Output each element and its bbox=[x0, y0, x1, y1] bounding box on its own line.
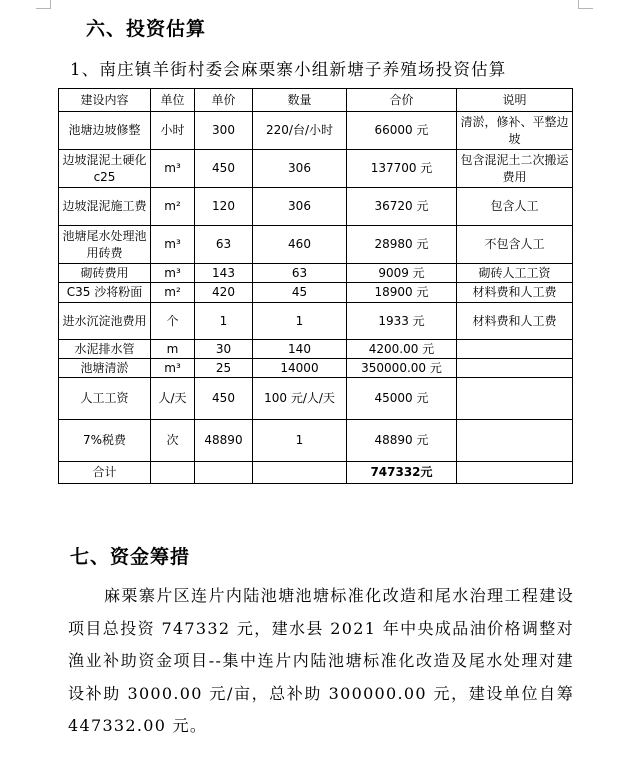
investment-estimate-table bbox=[58, 88, 573, 484]
cell-unit-price: 63 bbox=[195, 226, 253, 264]
cell-unit-price: 300 bbox=[195, 112, 253, 150]
cell-unit: 人/天 bbox=[151, 378, 195, 420]
cell-note bbox=[457, 340, 573, 359]
cell-unit-price: 143 bbox=[195, 264, 253, 283]
cell-amount: 18900 元 bbox=[347, 283, 457, 303]
cell-quantity: 140 bbox=[253, 340, 347, 359]
cell-unit: m² bbox=[151, 283, 195, 303]
cell-quantity: 1 bbox=[253, 420, 347, 462]
header-cell-unit-price: 单价 bbox=[195, 89, 253, 112]
total-value: 747332元 bbox=[347, 462, 457, 484]
cell-note: 清淤，修补、平整边坡 bbox=[457, 112, 573, 150]
cell-content: 7%税费 bbox=[59, 420, 151, 462]
cell-amount: 350000.00 元 bbox=[347, 359, 457, 378]
cell-content: 池塘清淤 bbox=[59, 359, 151, 378]
cell-note bbox=[457, 359, 573, 378]
cell-unit-price: 450 bbox=[195, 150, 253, 188]
cell-unit-price: 1 bbox=[195, 303, 253, 340]
cell-amount: 45000 元 bbox=[347, 378, 457, 420]
total-empty-cell bbox=[457, 462, 573, 484]
section-7-heading: 七、资金筹措 bbox=[70, 546, 191, 568]
header-cell-unit: 单位 bbox=[151, 89, 195, 112]
cell-unit: m bbox=[151, 340, 195, 359]
cell-unit: 小时 bbox=[151, 112, 195, 150]
table-row bbox=[59, 303, 573, 340]
cell-amount: 28980 元 bbox=[347, 226, 457, 264]
cell-quantity: 220/台/小时 bbox=[253, 112, 347, 150]
cell-unit-price: 48890 bbox=[195, 420, 253, 462]
cell-content: C35 沙将粉面 bbox=[59, 283, 151, 303]
cell-unit-price: 120 bbox=[195, 188, 253, 226]
cell-unit: m² bbox=[151, 188, 195, 226]
table-row bbox=[59, 359, 573, 378]
cell-amount: 48890 元 bbox=[347, 420, 457, 462]
cell-note: 材料费和人工费 bbox=[457, 283, 573, 303]
header-cell-quantity: 数量 bbox=[253, 89, 347, 112]
cell-unit-price: 420 bbox=[195, 283, 253, 303]
cell-amount: 1933 元 bbox=[347, 303, 457, 340]
total-empty-cell bbox=[253, 462, 347, 484]
cell-amount: 36720 元 bbox=[347, 188, 457, 226]
cell-note bbox=[457, 420, 573, 462]
section-6-heading: 六、投资估算 bbox=[86, 18, 207, 40]
subsection-heading: 1、南庄镇羊街村委会麻栗寨小组新塘子养殖场投资估算 bbox=[70, 60, 507, 79]
total-empty-cell bbox=[195, 462, 253, 484]
cell-unit-price: 25 bbox=[195, 359, 253, 378]
cell-unit: 个 bbox=[151, 303, 195, 340]
funding-paragraph: 麻栗寨片区连片内陆池塘池塘标准化改造和尾水治理工程建设项目总投资 747332 元，建水县 2021 年中央成品油价格调整对渔业补助资金项目--集中连片内陆池塘标准化改造及尾水处理对建设补助 3000.00 元/亩，总补助 300000.00 元，建设单位自筹 447332.00 元。 bbox=[68, 586, 574, 735]
table-header-row bbox=[59, 89, 573, 112]
cell-note: 砌砖人工工资 bbox=[457, 264, 573, 283]
cell-amount: 137700 元 bbox=[347, 150, 457, 188]
cell-note: 包含混泥土二次搬运费用 bbox=[457, 150, 573, 188]
cell-content: 人工工资 bbox=[59, 378, 151, 420]
table-row bbox=[59, 112, 573, 150]
header-cell-note: 说明 bbox=[457, 89, 573, 112]
table-row bbox=[59, 264, 573, 283]
table-row bbox=[59, 188, 573, 226]
total-label: 合计 bbox=[59, 462, 151, 484]
cell-amount: 66000 元 bbox=[347, 112, 457, 150]
table-total-row bbox=[59, 462, 573, 484]
table-row bbox=[59, 420, 573, 462]
cell-quantity: 14000 bbox=[253, 359, 347, 378]
table-row bbox=[59, 283, 573, 303]
header-cell-amount: 合价 bbox=[347, 89, 457, 112]
cell-unit-price: 30 bbox=[195, 340, 253, 359]
cell-content: 池塘边坡修整 bbox=[59, 112, 151, 150]
header-margin-mark-right bbox=[578, 0, 593, 9]
cell-quantity: 460 bbox=[253, 226, 347, 264]
cell-content: 进水沉淀池费用 bbox=[59, 303, 151, 340]
cell-note: 不包含人工 bbox=[457, 226, 573, 264]
cell-unit: m³ bbox=[151, 226, 195, 264]
cell-note: 包含人工 bbox=[457, 188, 573, 226]
cell-amount: 4200.00 元 bbox=[347, 340, 457, 359]
cell-amount: 9009 元 bbox=[347, 264, 457, 283]
cell-note bbox=[457, 378, 573, 420]
cell-quantity: 306 bbox=[253, 150, 347, 188]
cell-quantity: 100 元/人/天 bbox=[253, 378, 347, 420]
header-margin-mark-left bbox=[36, 0, 51, 9]
cell-quantity: 306 bbox=[253, 188, 347, 226]
table-row bbox=[59, 150, 573, 188]
cell-quantity: 45 bbox=[253, 283, 347, 303]
cell-content: 边坡混泥土硬化 c25 bbox=[59, 150, 151, 188]
cell-content: 边坡混泥施工费 bbox=[59, 188, 151, 226]
total-empty-cell bbox=[151, 462, 195, 484]
cell-note: 材料费和人工费 bbox=[457, 303, 573, 340]
cell-unit-price: 450 bbox=[195, 378, 253, 420]
cell-unit: m³ bbox=[151, 264, 195, 283]
cell-content: 池塘尾水处理池用砖费 bbox=[59, 226, 151, 264]
cell-unit: m³ bbox=[151, 150, 195, 188]
cell-content: 砌砖费用 bbox=[59, 264, 151, 283]
table-row bbox=[59, 378, 573, 420]
cell-quantity: 63 bbox=[253, 264, 347, 283]
cell-unit: 次 bbox=[151, 420, 195, 462]
cell-unit: m³ bbox=[151, 359, 195, 378]
table-row bbox=[59, 340, 573, 359]
cell-quantity: 1 bbox=[253, 303, 347, 340]
table-row bbox=[59, 226, 573, 264]
cell-content: 水泥排水管 bbox=[59, 340, 151, 359]
header-cell-content: 建设内容 bbox=[59, 89, 151, 112]
